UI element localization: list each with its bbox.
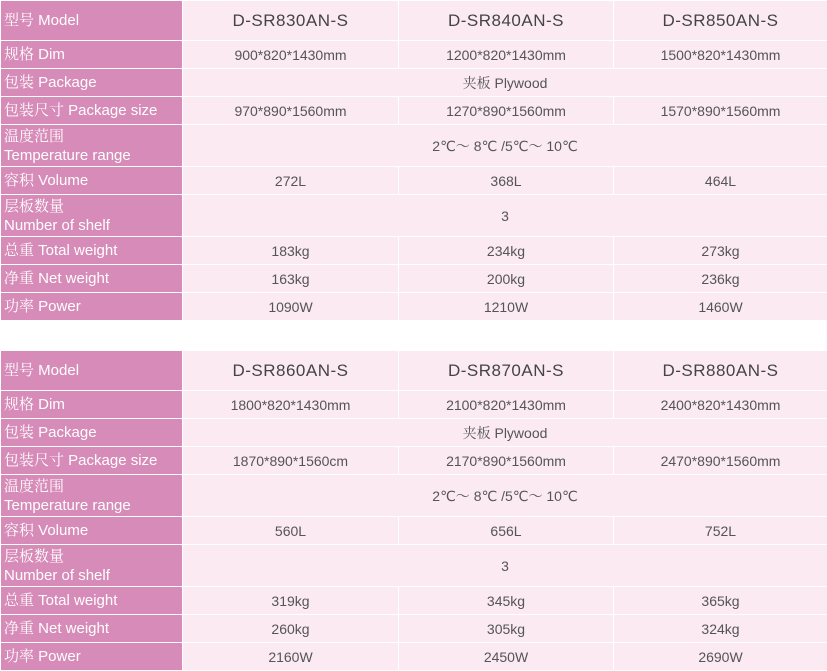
- net-weight-value: 163kg: [183, 265, 399, 293]
- label-shelf-cn: 层板数量: [4, 547, 182, 566]
- row-package-size: [1, 447, 827, 475]
- model-name: D-SR840AN-S: [399, 1, 614, 41]
- package-value: 夹板 Plywood: [183, 69, 827, 97]
- row-dim: [1, 391, 827, 419]
- shelf-value: 3: [183, 545, 827, 587]
- power-value: 2450W: [399, 643, 614, 671]
- row-volume: [1, 517, 827, 545]
- package-size-value: 1570*890*1560mm: [614, 97, 827, 125]
- dim-value: 1800*820*1430mm: [183, 391, 399, 419]
- label-power: 功率 Power: [1, 293, 183, 321]
- model-name: D-SR870AN-S: [399, 351, 614, 391]
- temperature-value: 2℃～ 8℃ /5℃～ 10℃: [183, 125, 827, 167]
- shelf-value: 3: [183, 195, 827, 237]
- net-weight-value: 260kg: [183, 615, 399, 643]
- label-power: 功率 Power: [1, 643, 183, 671]
- row-net-weight: [1, 615, 827, 643]
- row-total-weight: [1, 587, 827, 615]
- label-shelf: [1, 545, 183, 587]
- row-model: [1, 1, 827, 41]
- model-name: D-SR880AN-S: [614, 351, 827, 391]
- label-package: 包装 Package: [1, 69, 183, 97]
- dim-value: 2100*820*1430mm: [399, 391, 614, 419]
- label-volume: 容积 Volume: [1, 517, 183, 545]
- total-weight-value: 319kg: [183, 587, 399, 615]
- total-weight-value: 345kg: [399, 587, 614, 615]
- volume-value: 656L: [399, 517, 614, 545]
- power-value: 1460W: [614, 293, 827, 321]
- label-package: 包装 Package: [1, 419, 183, 447]
- package-value: 夹板 Plywood: [183, 419, 827, 447]
- label-shelf-en: Number of shelf: [4, 216, 182, 235]
- label-total-weight: 总重 Total weight: [1, 587, 183, 615]
- total-weight-value: 365kg: [614, 587, 827, 615]
- label-package-size: 包装尺寸 Package size: [1, 447, 183, 475]
- dim-value: 2400*820*1430mm: [614, 391, 827, 419]
- package-size-value: 970*890*1560mm: [183, 97, 399, 125]
- spec-table-1: [0, 0, 827, 321]
- label-dim: 规格 Dim: [1, 391, 183, 419]
- label-shelf: [1, 195, 183, 237]
- total-weight-value: 273kg: [614, 237, 827, 265]
- row-shelf: [1, 545, 827, 587]
- volume-value: 368L: [399, 167, 614, 195]
- label-temperature-en: Temperature range: [4, 496, 182, 515]
- row-model: [1, 351, 827, 391]
- package-size-value: 1270*890*1560mm: [399, 97, 614, 125]
- net-weight-value: 324kg: [614, 615, 827, 643]
- label-dim: 规格 Dim: [1, 41, 183, 69]
- row-package: [1, 419, 827, 447]
- package-size-value: 1870*890*1560cm: [183, 447, 399, 475]
- model-name: D-SR850AN-S: [614, 1, 827, 41]
- package-size-value: 2170*890*1560mm: [399, 447, 614, 475]
- total-weight-value: 183kg: [183, 237, 399, 265]
- row-power: [1, 293, 827, 321]
- label-volume: 容积 Volume: [1, 167, 183, 195]
- row-power: [1, 643, 827, 671]
- spec-table-2: [0, 350, 827, 671]
- label-model: 型号 Model: [1, 351, 183, 391]
- power-value: 1090W: [183, 293, 399, 321]
- dim-value: 1500*820*1430mm: [614, 41, 827, 69]
- label-total-weight: 总重 Total weight: [1, 237, 183, 265]
- label-temperature-cn: 温度范围: [4, 477, 182, 496]
- dim-value: 900*820*1430mm: [183, 41, 399, 69]
- label-package-size: 包装尺寸 Package size: [1, 97, 183, 125]
- row-package: [1, 69, 827, 97]
- row-temperature: [1, 475, 827, 517]
- net-weight-value: 236kg: [614, 265, 827, 293]
- net-weight-value: 200kg: [399, 265, 614, 293]
- label-temperature: [1, 475, 183, 517]
- row-dim: [1, 41, 827, 69]
- label-temperature-en: Temperature range: [4, 146, 182, 165]
- label-shelf-cn: 层板数量: [4, 197, 182, 216]
- volume-value: 560L: [183, 517, 399, 545]
- volume-value: 272L: [183, 167, 399, 195]
- label-shelf-en: Number of shelf: [4, 566, 182, 585]
- total-weight-value: 234kg: [399, 237, 614, 265]
- power-value: 1210W: [399, 293, 614, 321]
- label-temperature-cn: 温度范围: [4, 127, 182, 146]
- row-temperature: [1, 125, 827, 167]
- row-net-weight: [1, 265, 827, 293]
- model-name: D-SR860AN-S: [183, 351, 399, 391]
- row-total-weight: [1, 237, 827, 265]
- row-volume: [1, 167, 827, 195]
- row-shelf: [1, 195, 827, 237]
- net-weight-value: 305kg: [399, 615, 614, 643]
- row-package-size: [1, 97, 827, 125]
- label-net-weight: 净重 Net weight: [1, 265, 183, 293]
- label-net-weight: 净重 Net weight: [1, 615, 183, 643]
- temperature-value: 2℃～ 8℃ /5℃～ 10℃: [183, 475, 827, 517]
- label-model: 型号 Model: [1, 1, 183, 41]
- power-value: 2690W: [614, 643, 827, 671]
- dim-value: 1200*820*1430mm: [399, 41, 614, 69]
- model-name: D-SR830AN-S: [183, 1, 399, 41]
- volume-value: 752L: [614, 517, 827, 545]
- label-temperature: [1, 125, 183, 167]
- volume-value: 464L: [614, 167, 827, 195]
- package-size-value: 2470*890*1560mm: [614, 447, 827, 475]
- power-value: 2160W: [183, 643, 399, 671]
